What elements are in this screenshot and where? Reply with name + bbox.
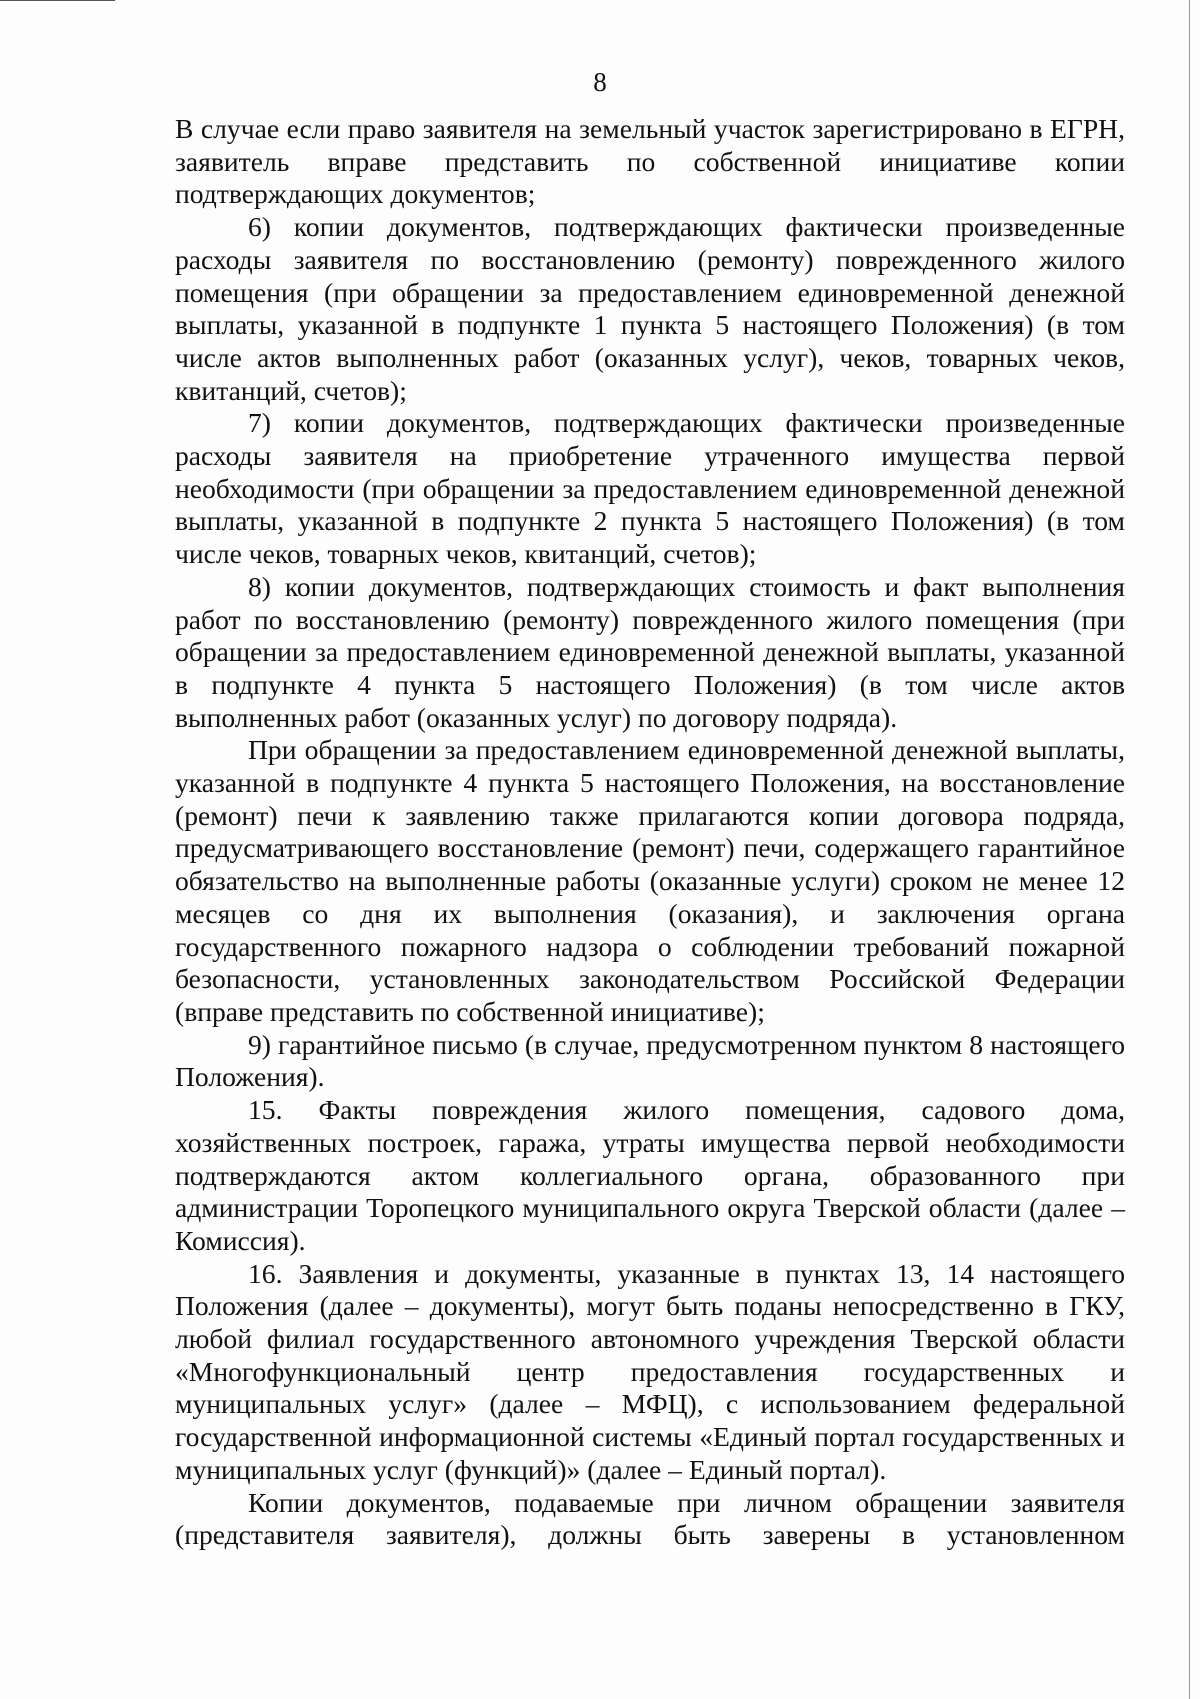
paragraph-clause-16: 16. Заявления и документы, указанные в пунктах 13, 14 настоящего Положения (далее – документы), могут быть поданы непосредственно в ГКУ, любой филиал государственного автономного учреждения Тверской области «Многофункциональный центр предоставления государственных и муниципальных услуг» (далее – МФЦ), с использованием федеральной государственной информационной системы «Единый портал государственных и муниципальных услуг (функций)» (далее – Единый портал). bbox=[175, 1257, 1125, 1485]
page-number: 8 bbox=[593, 67, 607, 97]
paragraph-item-8: 8) копии документов, подтверждающих стоимость и факт выполнения работ по восстановлению (ремонту) поврежденного жилого помещения (при обращении за предоставлением единовременной денежной выплаты, указанной в подпункте 4 пункта 5 настоящего Положения) (в том числе актов выполненных работ (оказанных услуг) по договору подряда). bbox=[175, 570, 1125, 733]
scan-edge-top bbox=[0, 0, 115, 1]
paragraph-copies: Копии документов, подаваемые при личном обращении заявителя (представителя заявителя), должны быть заверены в установленном bbox=[175, 1486, 1125, 1551]
paragraph-item-9: 9) гарантийное письмо (в случае, предусмотренном пунктом 8 настоящего Положения). bbox=[175, 1028, 1125, 1093]
paragraph-item-6: 6) копии документов, подтверждающих фактически произведенные расходы заявителя по восстановлению (ремонту) поврежденного жилого помещения (при обращении за предоставлением единовременной денежной выплаты, указанной в подпункте 1 пункта 5 настоящего Положения) (в том числе актов выполненных работ (оказанных услуг), чеков, товарных чеков, квитанций, счетов); bbox=[175, 211, 1125, 406]
paragraph-intro: В случае если право заявителя на земельный участок зарегистрировано в ЕГРН, заявитель вправе представить по собственной инициативе копии подтверждающих документов; bbox=[175, 113, 1125, 210]
scan-edge-right bbox=[1189, 0, 1190, 1699]
paragraph-stove-repair: При обращении за предоставлением единовременной денежной выплаты, указанной в подпункте 4 пункта 5 настоящего Положения, на восстановление (ремонт) печи к заявлению также прилагаются копии договора подряда, предусматривающего восстановление (ремонт) печи, содержащего гарантийное обязательство на выполненные работы (оказанные услуги) сроком не менее 12 месяцев со дня их выполнения (оказания), и заключения органа государственного пожарного надзора о соблюдении требований пожарной безопасности, установленных законодательством Российской Федерации (вправе представить по собственной инициативе); bbox=[175, 734, 1125, 1027]
paragraph-clause-15: 15. Факты повреждения жилого помещения, садового дома, хозяйственных построек, гаража, утраты имущества первой необходимости подтверждаются актом коллегиального органа, образованного при администрации Торопецкого муниципального округа Тверской области (далее – Комиссия). bbox=[175, 1094, 1125, 1256]
document-body bbox=[175, 113, 1125, 1552]
paragraph-item-7: 7) копии документов, подтверждающих фактически произведенные расходы заявителя на приобретение утраченного имущества первой необходимости (при обращении за предоставлением единовременной денежной выплаты, указанной в подпункте 2 пункта 5 настоящего Положения) (в том числе чеков, товарных чеков, квитанций, счетов); bbox=[175, 407, 1125, 570]
